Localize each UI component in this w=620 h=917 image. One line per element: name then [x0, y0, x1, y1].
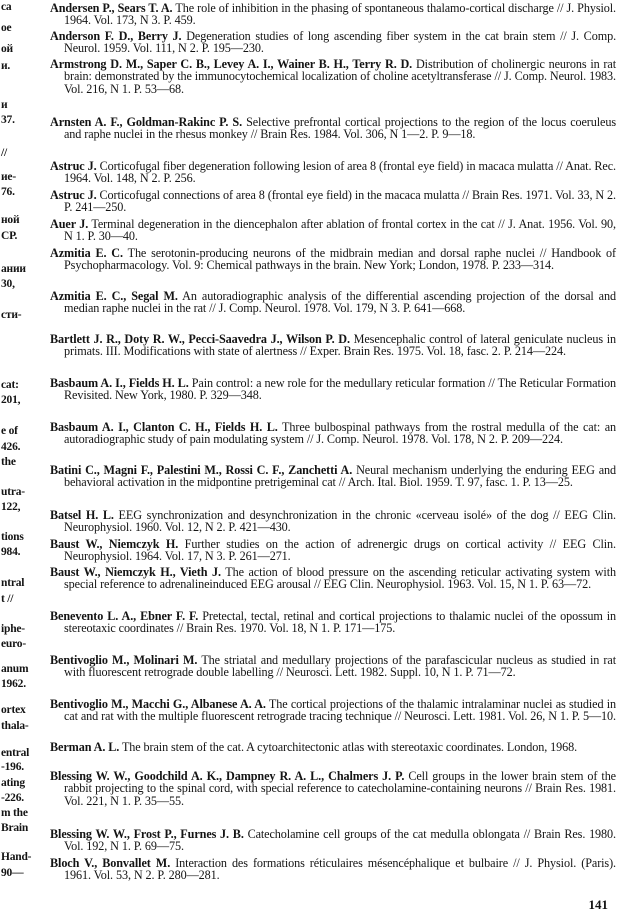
entry-authors: Anderson F. D., Berry J. [50, 29, 182, 43]
entry-authors: Arnsten A. F., Goldman-Rakinc P. S. [50, 115, 243, 129]
entry-authors: Azmitia E. C., Segal M. [50, 289, 178, 303]
entry-reference: Pretectal, tectal, retinal and cortical projections to thalamic nuclei of the opossum in stereotaxic coordinates // Brain Res. 1970. Vol. 18, N 1. P. 171—175. [64, 609, 616, 636]
entry-authors: Bloch V., Bonvallet M. [50, 856, 171, 870]
fragment: tions [1, 531, 24, 543]
entry-reference: Distribution of cholinergic neurons in rat brain: demonstrated by the immunocytochemical localization of choline acetyltransferase // J. Comp. Neurol. 1983. Vol. 216, N 1. P. 53—68. [64, 57, 616, 96]
page-number: 141 [588, 897, 608, 912]
entry-reference: Interaction des formations réticulaires mésencéphalique et bulbaire // J. Physiol. (Paris). 1961. Vol. 53, N 2. P. 280—281. [64, 856, 616, 883]
entry-authors: Baust W., Niemczyk H. [50, 537, 179, 551]
reference-entry [50, 2, 616, 27]
fragment: Hand- [1, 851, 32, 863]
reference-entry [50, 160, 616, 185]
fragment: euro- [1, 638, 26, 650]
entry-reference: Neural mechanism underlying the enduring EEG and behavioral activation in the midpontine pretrigeminal cat // Arch. Ital. Biol. 1959. T. 97, fasc. 1. P. 13—25. [64, 463, 617, 490]
entry-authors: Blessing W. W., Frost P., Furnes J. B. [50, 827, 244, 841]
fragment: e of [1, 425, 18, 437]
reference-entry [50, 58, 616, 95]
entry-reference: The action of blood pressure on the ascending reticular activating system with special reference to adrenalineinduced EEG arousal // EEG Clin. Neurophysiol. 1963. Vol. 15, N 1. P. 63—72. [64, 565, 617, 592]
reference-entry [50, 741, 616, 753]
entry-authors: Azmitia E. C. [50, 246, 123, 260]
entry-reference: Corticofugal connections of area 8 (frontal eye field) in the macaca mulatta // Brain Res. 1971. Vol. 33, N 2. P. 241—250. [64, 188, 616, 215]
entry-reference: Corticofugal fiber degeneration following lesion of area 8 (frontal eye field) in macaca mulatta // Anat. Rec. 1964. Vol. 148, N 2. P. 256. [64, 159, 616, 186]
fragment: 76. [1, 186, 15, 198]
fragment: 90— [1, 867, 24, 879]
reference-entry [50, 509, 616, 534]
fragment: ое [1, 22, 12, 34]
fragment: 984. [1, 546, 21, 558]
reference-entry [50, 116, 616, 141]
reference-entry [50, 566, 616, 591]
reference-entry [50, 30, 616, 55]
reference-entry [50, 828, 616, 853]
reference-entry [50, 538, 616, 563]
reference-entry [50, 654, 616, 679]
fragment: и [1, 99, 8, 111]
entry-reference: An autoradiographic analysis of the differential ascending projection of the dorsal and median raphe nuclei in the rat // J. Comp. Neurol. 1978. Vol. 179, N 3. P. 641—668. [64, 289, 616, 316]
entry-authors: Basbaum A. I., Clanton C. H., Fields H. L. [50, 420, 278, 434]
entry-authors: Bentivoglio M., Macchi G., Albanese A. A. [50, 697, 266, 711]
entry-reference: Catecholamine cell groups of the cat medulla oblongata // Brain Res. 1980. Vol. 192, N 1. P. 69—75. [64, 827, 616, 854]
entry-authors: Basbaum A. I., Fields H. L. [50, 376, 189, 390]
fragment: СР. [1, 230, 18, 242]
entry-reference: The brain stem of the cat. A cytoarchitectonic atlas with stereotaxic coordinates. London, 1968. [121, 740, 578, 754]
reference-entry [50, 421, 616, 446]
entry-authors: Andersen P., Sears T. A. [50, 1, 173, 15]
fragment: utra- [1, 486, 25, 498]
entry-reference: Mesencephalic control of lateral geniculate nucleus in primats. III. Modifications with state of alertness // Exper. Brain Res. 1975. Vol. 18, fasc. 2. P. 214—224. [64, 332, 616, 359]
fragment: anum [1, 663, 29, 675]
fragment: 426. [1, 441, 21, 453]
fragment: ании [1, 263, 26, 275]
fragment: и. [1, 60, 11, 72]
fragment: thala- [1, 720, 29, 732]
entry-reference: Degeneration studies of long ascending fiber system in the cat brain stem // J. Comp. Neurol. 1959. Vol. 111, N 2. P. 195—230. [64, 29, 617, 56]
fragment: 1962. [1, 678, 26, 690]
fragment: t // [1, 593, 14, 605]
entry-reference: Pain control: a new role for the medullary reticular formation // The Reticular Formation Revisited. New York, 1980. P. 329—348. [64, 376, 617, 403]
entry-authors: Bentivoglio M., Molinari M. [50, 653, 198, 667]
fragment: ating [1, 777, 25, 789]
fragment: cat: [1, 379, 19, 391]
fragment: // [1, 147, 7, 159]
fragment: -226. [1, 792, 24, 804]
fragment: iphe- [1, 623, 25, 635]
fragment: 122, [1, 501, 21, 513]
fragment: ой [1, 43, 13, 55]
fragment: ca [1, 1, 12, 13]
entry-reference: The striatal and medullary projections of the parafascicular nucleus as studied in rat with fluorescent retrograde double labelling // Neurosci. Lett. 1982. Suppl. 10, N 1. P. 71—72. [64, 653, 616, 680]
fragment: ortex [1, 704, 26, 716]
fragment: entral [1, 747, 30, 759]
entry-authors: Astruc J. [50, 159, 97, 173]
reference-entry [50, 770, 616, 807]
fragment: ие- [1, 171, 16, 183]
fragment: ntral [1, 577, 25, 589]
reference-entry [50, 377, 616, 402]
reference-entry [50, 247, 616, 272]
fragment: 30, [1, 278, 15, 290]
entry-authors: Blessing W. W., Goodchild A. K., Dampney R. A. L., Chalmers J. P. [50, 769, 405, 783]
entry-authors: Auer J. [50, 217, 89, 231]
reference-entry [50, 698, 616, 723]
entry-reference: Terminal degeneration in the diencephalon after ablation of frontal cortex in the cat // J. Anat. 1956. Vol. 90, N 1. P. 30—40. [64, 217, 616, 244]
fragment: the [1, 456, 16, 468]
entry-reference: The cortical projections of the thalamic intralaminar nuclei as studied in cat and rat with the multiple fluorescent retrograde tracing technique // Neurosci. Lett. 1981. Vol. 26, N 1. P. 5—10. [64, 697, 616, 724]
entry-reference: The serotonin-producing neurons of the midbrain median and dorsal raphe nuclei // Handbook of Psychopharmacology. Vol. 9: Chemical pathways in the brain. New York; London, 1978. P. 233—314. [64, 246, 617, 273]
reference-entry [50, 333, 616, 358]
reference-entry [50, 464, 616, 489]
entry-authors: Batsel H. L. [50, 508, 114, 522]
entry-reference: Cell groups in the lower brain stem of the rabbit projecting to the spinal cord, with special reference to catecholamine-containing neurons // Brain Res. 1981. Vol. 221, N 1. P. 35—55. [64, 769, 616, 808]
entry-reference: The role of inhibition in the phasing of spontaneous thalamo-cortical discharge // J. Physiol. 1964. Vol. 173, N 3. P. 459. [64, 1, 616, 28]
reference-entry [50, 290, 616, 315]
fragment: Brain [1, 822, 29, 834]
entry-authors: Benevento L. A., Ebner F. F. [50, 609, 199, 623]
entry-reference: Selective prefrontal cortical projections to the region of the locus coeruleus and raphe nuclei in the rhesus monkey // Brain Res. 1984. Vol. 306, N 1—2. P. 9—18. [64, 115, 616, 142]
fragment: ной [1, 214, 20, 226]
reference-entry [50, 857, 616, 882]
entry-authors: Armstrong D. M., Saper C. B., Levey A. I., Wainer B. H., Terry R. D. [50, 57, 413, 71]
fragment: -196. [1, 761, 24, 773]
entry-reference: Three bulbospinal pathways from the rostral medulla of the cat: an autoradiographic study of pain modulating system // J. Comp. Neurol. 1978. Vol. 178, N 2. P. 209—224. [64, 420, 616, 447]
fragment: 37. [1, 114, 15, 126]
entry-reference: Further studies on the action of adrenergic drugs on cortical activity // EEG Clin. Neurophysiol. 1964. Vol. 17, N 3. P. 261—271. [64, 537, 616, 564]
fragment: 201, [1, 394, 21, 406]
entry-reference: EEG synchronization and desynchronization in the chronic «cerveau isolé» of the dog // EEG Clin. Neurophysiol. 1960. Vol. 12, N 2. P. 421—430. [64, 508, 616, 535]
entry-authors: Bartlett J. R., Doty R. W., Pecci-Saavedra J., Wilson P. D. [50, 332, 350, 346]
reference-entry [50, 610, 616, 635]
reference-entry [50, 218, 616, 243]
fragment: сти- [1, 309, 22, 321]
reference-entry [50, 189, 616, 214]
entry-authors: Batini C., Magni F., Palestini M., Rossi C. F., Zanchetti A. [50, 463, 353, 477]
fragment: m the [1, 807, 28, 819]
entry-authors: Berman A. L. [50, 740, 120, 754]
entry-authors: Baust W., Niemczyk H., Vieth J. [50, 565, 221, 579]
left-column-fragments [0, 0, 34, 917]
entry-authors: Astruc J. [50, 188, 97, 202]
